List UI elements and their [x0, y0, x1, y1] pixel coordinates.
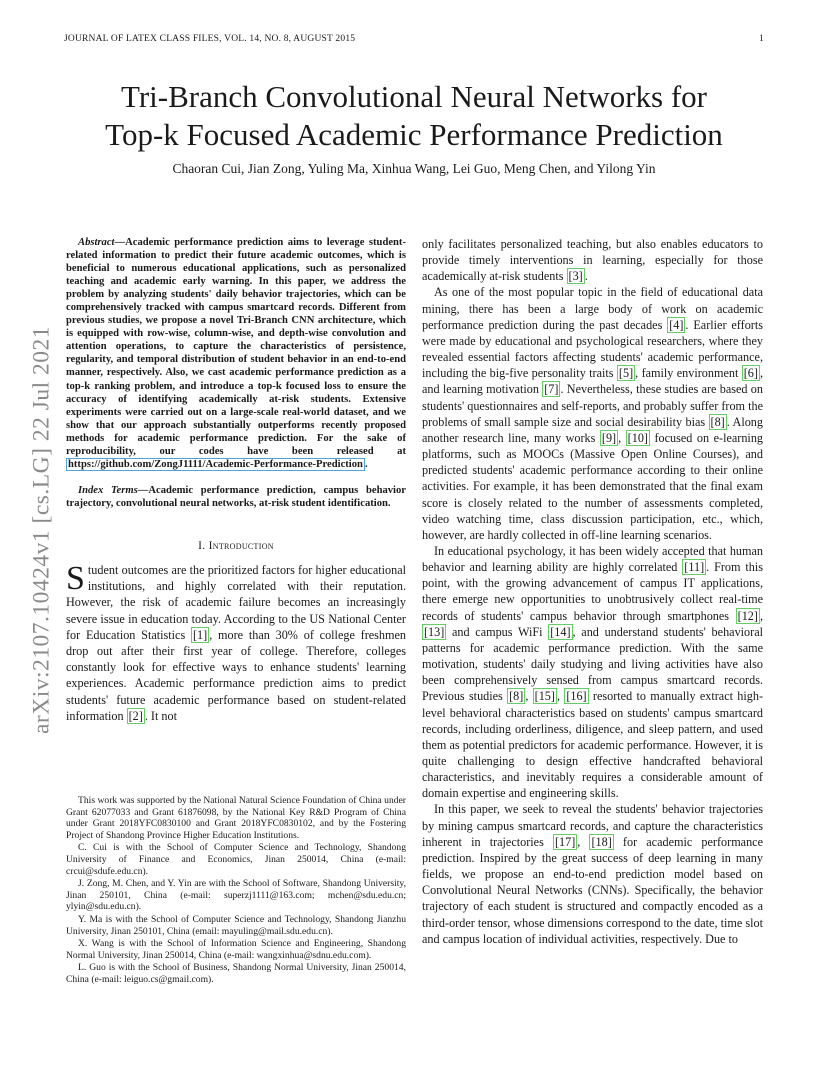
title-line-1: Tri-Branch Convolutional Neural Networks for: [120, 79, 708, 114]
index-terms-text: Academic performance prediction, campus behavior trajectory, convolutional neural networks, at-risk student identification.: [66, 484, 406, 509]
journal-header: JOURNAL OF LATEX CLASS FILES, VOL. 14, NO. 8, AUGUST 2015: [64, 34, 356, 44]
section-title: Introduction: [208, 539, 274, 552]
citation-link[interactable]: [9]: [601, 430, 617, 445]
citation-link[interactable]: [15]: [534, 689, 555, 704]
citation-link[interactable]: [6]: [743, 366, 758, 381]
citation-link[interactable]: [12]: [737, 608, 758, 623]
citation-link[interactable]: [3]: [568, 269, 583, 284]
footnotes: [66, 795, 406, 987]
footnote: L. Guo is with the School of Business, Shandong Normal University, Jinan 250014, China (e-mail: leiguo.cs@gmail.com).: [66, 962, 406, 985]
body-paragraph: In educational psychology, it has been widely accepted that human behavior and learning ability are highly correlated [11] . From this point, with the growing advancement of campus IT applications, there emerge new opportunities to unobtrusively collect real-time records of students' campus behavior through smartphones [12] , [13] and campus WiFi [14] , and understand students' behavioral patterns for academic performance prediction. With the same motivation, students' daily studying and living activities have also been comprehensively sensed from campus smartcard records. Previous studies [8] , [15] , [16] resorted to manually extract high-level behavioral characteristics based on students' campus smartcard records, including orderliness, diligence, and sleep pattern, and used them as potential predictors for academic performance. However, it is quite challenging to design effective handcrafted behavioral characteristics, and inevitably requires a considerable amount of domain expertise and engineering skills.: [422, 543, 764, 801]
running-header: [64, 34, 764, 48]
citation-link[interactable]: [17]: [554, 834, 576, 849]
drop-cap: S: [66, 559, 85, 597]
citation-link[interactable]: [1]: [192, 627, 208, 642]
citation-link[interactable]: [4]: [669, 317, 684, 332]
citation-link[interactable]: [11]: [684, 560, 705, 575]
citation-link[interactable]: [10]: [627, 430, 648, 445]
paper-title: [0, 78, 828, 154]
arxiv-stamp-text: arXiv:2107.10424v1 [cs.LG] 22 Jul 2021: [28, 325, 55, 735]
footnote: J. Zong, M. Chen, and Y. Yin are with the School of Software, Shandong University, Jinan 250101, China (e-mail: superzj1111@163.com; mchen@sdu.edu.cn; ylyin@sdu.edu.cn).: [66, 878, 406, 913]
abstract: Abstract—Academic performance prediction aims to leverage student-related information to predict their future academic outcomes, which is beneficial to numerous educational applications, such as personalized teaching and academic early warning. In this paper, we address the problem by analyzing students' daily behavior trajectories, which can be comprehensively tracked with campus smartcard records. Different from previous studies, we propose a novel Tri-Branch CNN architecture, which is equipped with row-wise, column-wise, and depth-wise convolution and attention operations, to capture the characteristics of persistence, regularity, and temporal distribution of student behavior in an end-to-end manner, respectively. Also, we cast academic performance prediction as a top-k ranking problem, and introduce a top-k focused loss to ensure the accuracy of identifying academically at-risk students. Extensive experiments were carried out on a large-scale real-world dataset, and we show that our approach substantially outperforms recently proposed methods for academic performance prediction. For the sake of reproducibility, our codes have been released at https://github.com/ZongJ1111/Academic-Performance-Prediction .: [66, 237, 406, 470]
footnote: C. Cui is with the School of Computer Science and Technology, Shandong University of Finance and Economics, Jinan 250014, China (e-mail: crcui@sdufe.edu.cn).: [66, 842, 406, 877]
left-column: [66, 236, 406, 724]
citation-link[interactable]: [7]: [544, 382, 559, 397]
footnote: Y. Ma is with the School of Computer Science and Technology, Shandong Jianzhu University, Jinan 250101, China (email: mayuling@mail.sdu.edu.cn).: [66, 913, 406, 937]
title-line-2: Top-k Focused Academic Performance Prediction: [105, 117, 723, 152]
abstract-lead: Abstract: [78, 237, 115, 248]
citation-link[interactable]: [18]: [591, 834, 612, 849]
arxiv-stamp: [22, 300, 62, 760]
footnote: X. Wang is with the School of Information Science and Engineering, Shandong Normal University, Jinan 250014, China (e-mail: wangxinhua@sdnu.edu.com).: [66, 938, 406, 961]
citation-link[interactable]: [2]: [128, 708, 143, 723]
right-column: [422, 236, 763, 947]
intro-paragraph: Student outcomes are the prioritized factors for higher educational institutions, and highly correlated with their reputation. However, the risk of academic failure becomes an increasingly severe issue in education today. According to the US National Center for Education Statistics [1] , more than 30% of college freshmen drop out after their first year of college. Therefore, colleges constantly look for effective ways to enhance students' learning experiences. Academic performance prediction aims to predict students' future academic performance based on student-related information [2] . It not: [66, 559, 406, 723]
citation-link[interactable]: [8]: [710, 414, 725, 429]
body-paragraph: In this paper, we seek to reveal the students' behavior trajectories by mining campus smartcard records, and capture the characteristics inherent in trajectories [17] , [18] for academic performance prediction. Inspired by the great success of deep learning in many fields, we propose an end-to-end prediction model based on Convolutional Neural Networks (CNNs). Specifically, the behavior trajectory of each student is structured and compactly encoded as a third-order tensor, whose dimensions correspond to the date, time slot and campus location of individual activities, respectively. Due to: [422, 802, 763, 946]
abstract-text: Academic performance prediction aims to leverage student-related information to predict their future academic outcomes, which is beneficial to numerous educational applications, such as personalized teaching and academic early warning. In this paper, we address the problem by analyzing students' daily behavior trajectories, which can be comprehensively tracked with campus smartcard records. Different from previous studies, we propose a novel Tri-Branch CNN architecture, which is equipped with row-wise, column-wise, and depth-wise convolution and attention operations, to capture the characteristics of persistence, regularity, and temporal distribution of student behavior in an end-to-end manner, respectively. Also, we cast academic performance prediction as a top-k ranking problem, and introduce a top-k focused loss to ensure the accuracy of identifying academically at-risk students. Extensive experiments were carried out on a large-scale real-world dataset, and we show that our approach substantially outperforms recently proposed methods for academic performance prediction. For the sake of reproducibility, our codes have been released at: [66, 237, 406, 457]
index-terms-lead: Index Terms: [78, 484, 138, 496]
code-link[interactable]: https://github.com/ZongJ1111/Academic-Performance-Prediction: [68, 458, 363, 470]
footnote: This work was supported by the National Natural Science Foundation of China under Grant 62077033 and Grant 61876098, by the National Key R&D Program of China under Grant 2018YFC0830100 and Grant 2018YFC0830102, and by the Fostering Project of Shandong Province Higher Education Institutions.: [66, 795, 406, 841]
citation-link[interactable]: [16]: [566, 689, 587, 704]
citation-link[interactable]: [14]: [550, 624, 571, 639]
section-heading: I. Introduction: [198, 539, 274, 552]
citation-link[interactable]: [13]: [424, 624, 445, 639]
citation-link[interactable]: [5]: [618, 366, 634, 381]
index-terms: Index Terms—Academic performance prediction, campus behavior trajectory, convolutional neural networks, at-risk student identification.: [66, 484, 406, 509]
citation-link[interactable]: [8]: [509, 689, 524, 704]
body-paragraph: As one of the most popular topic in the field of educational data mining, there has been a large body of work on academic performance prediction during the past decades [4] . Earlier efforts were made by educational and psychological researchers, where they revealed essential factors affecting students' academic performance, including the big-five personality traits [5] , family environment [6] , and learning motivation [7] . Nevertheless, these studies are based on students' questionnaires and self-reports, and probably suffer from the problems of small sample size and social desirability bias [8] . Along another research line, many works [9] , [10] focused on e-learning platforms, such as MOOCs (Massive Open Online Courses), and predicted students' academic performance according to their online activities. For example, it has been demonstrated that the final exam score is closely related to the number of assessments completed, video watching time, class discussion participation, etc., which, however, are hardly collected in off-line learning scenarios.: [422, 285, 764, 542]
author-list: Chaoran Cui, Jian Zong, Yuling Ma, Xinhua Wang, Lei Guo, Meng Chen, and Yilong Yin: [172, 161, 656, 176]
body-paragraph: only facilitates personalized teaching, but also enables educators to provide timely interventions in learning, especially for those academically at-risk students [3] .: [422, 237, 763, 284]
page-number: 1: [759, 34, 764, 44]
